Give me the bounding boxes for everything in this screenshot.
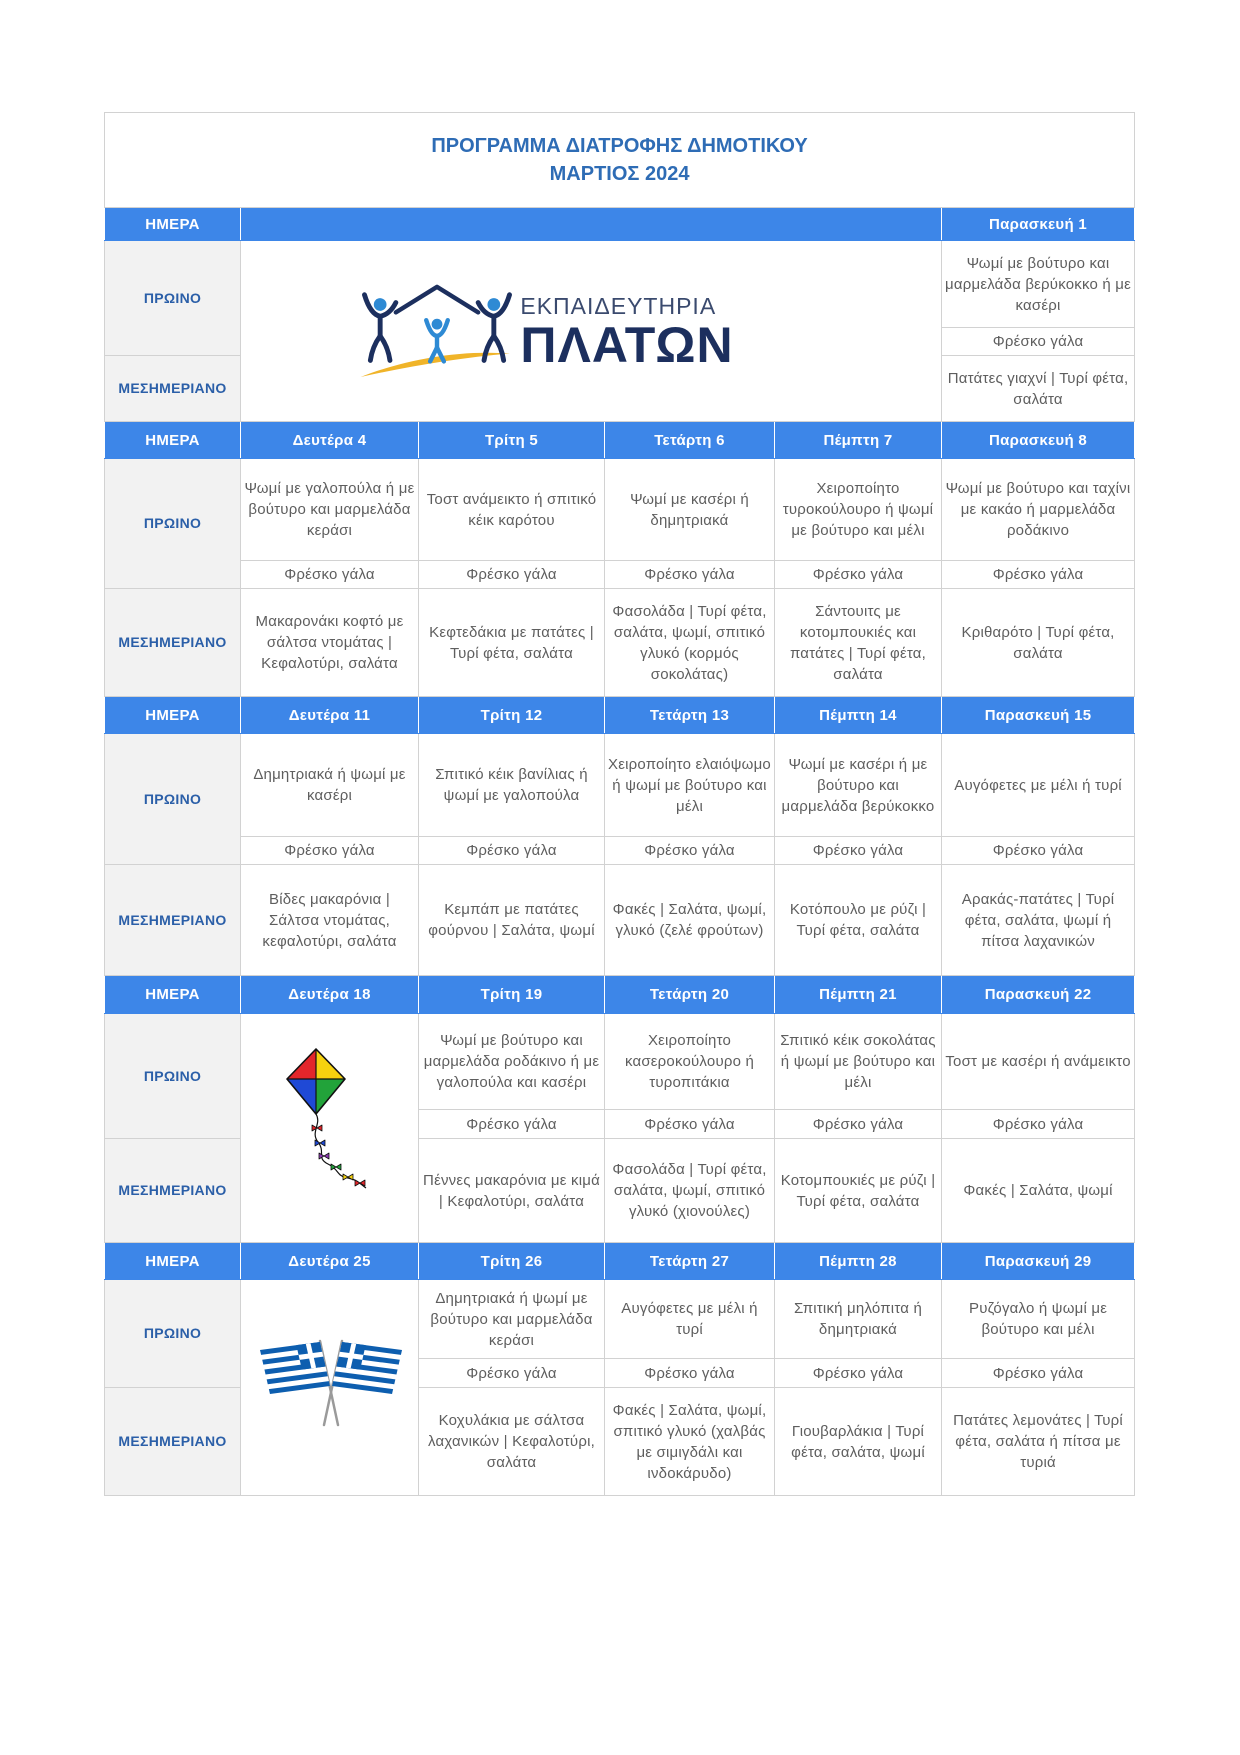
day-column-label: ΗΜΕΡΑ <box>105 976 241 1014</box>
day-header: Παρασκευή 8 <box>942 422 1135 459</box>
lunch-cell: Φακές | Σαλάτα, ψωμί, σπιτικό γλυκό (χαλβάς με σιμιγδάλι και ινδοκάρυδο) <box>605 1388 775 1496</box>
day-column-label: ΗΜΕΡΑ <box>105 697 241 734</box>
lunch-cell: Φακές | Σαλάτα, ψωμί <box>942 1139 1135 1243</box>
lunch-cell: Μακαρονάκι κοφτό με σάλτσα ντομάτας | Κεφαλοτύρι, σαλάτα <box>241 589 419 697</box>
day-header: Τετάρτη 20 <box>605 976 775 1014</box>
lunch-cell: Κοτόπουλο με ρύζι | Τυρί φέτα, σαλάτα <box>775 865 942 976</box>
lunch-cell: Αρακάς-πατάτες | Τυρί φέτα, σαλάτα, ψωμί ή πίτσα λαχανικών <box>942 865 1135 976</box>
drink-cell: Φρέσκο γάλα <box>942 561 1135 589</box>
lunch-cell: Φακές | Σαλάτα, ψωμί, γλυκό (ζελέ φρούτων) <box>605 865 775 976</box>
lunch-cell: Σάντουιτς με κοτομπουκιές και πατάτες | Τυρί φέτα, σαλάτα <box>775 589 942 697</box>
day-header: Δευτέρα 4 <box>241 422 419 459</box>
lunch-cell: Πατάτες γιαχνί | Τυρί φέτα, σαλάτα <box>942 356 1135 422</box>
logo-group <box>241 282 941 380</box>
breakfast-cell: Σπιτικό κέικ σοκολάτας ή ψωμί με βούτυρο και μέλι <box>775 1014 942 1110</box>
drink-cell: Φρέσκο γάλα <box>942 1359 1135 1388</box>
title-line-2: ΜΑΡΤΙΟΣ 2024 <box>549 163 690 185</box>
lunch-cell: Πατάτες λεμονάτες | Τυρί φέτα, σαλάτα ή πίτσα με τυριά <box>942 1388 1135 1496</box>
logo-figure-left <box>365 295 396 361</box>
logo-subtitle: ΕΚΠΑΙΔΕΥΤΗΡΙΑ <box>520 293 717 319</box>
day-column-label: ΗΜΕΡΑ <box>105 1243 241 1280</box>
day-header: Τρίτη 19 <box>419 976 605 1014</box>
day-header: Τετάρτη 6 <box>605 422 775 459</box>
drink-cell: Φρέσκο γάλα <box>775 1110 942 1139</box>
breakfast-cell: Χειροποίητο τυροκούλουρο ή ψωμί με βούτυρο και μέλι <box>775 459 942 561</box>
breakfast-cell: Σπιτικό κέικ βανίλιας ή ψωμί με γαλοπούλα <box>419 734 605 837</box>
breakfast-cell: Χειροποίητο κασεροκούλουρο ή τυροπιτάκια <box>605 1014 775 1110</box>
lunch-label: ΜΕΣΗΜΕΡΙΑΝΟ <box>105 356 241 422</box>
drink-cell: Φρέσκο γάλα <box>605 1359 775 1388</box>
day-column-label: ΗΜΕΡΑ <box>105 208 241 241</box>
drink-cell: Φρέσκο γάλα <box>241 561 419 589</box>
drink-cell: Φρέσκο γάλα <box>942 328 1135 356</box>
lunch-cell: Βίδες μακαρόνια | Σάλτσα ντομάτας, κεφαλοτύρι, σαλάτα <box>241 865 419 976</box>
drink-cell: Φρέσκο γάλα <box>419 837 605 865</box>
lunch-label: ΜΕΣΗΜΕΡΙΑΝΟ <box>105 1388 241 1496</box>
lunch-cell: Κοτομπουκιές με ρύζι | Τυρί φέτα, σαλάτα <box>775 1139 942 1243</box>
drink-cell: Φρέσκο γάλα <box>605 1110 775 1139</box>
logo-figure-right <box>479 295 510 361</box>
lunch-label: ΜΕΣΗΜΕΡΙΑΝΟ <box>105 865 241 976</box>
breakfast-cell: Ψωμί με βούτυρο και μαρμελάδα βερύκοκκο ή με κασέρι <box>942 241 1135 328</box>
drink-cell: Φρέσκο γάλα <box>241 837 419 865</box>
breakfast-cell: Ψωμί με βούτυρο και ταχίνι με κακάο ή μαρμελάδα ροδάκινο <box>942 459 1135 561</box>
drink-cell: Φρέσκο γάλα <box>942 837 1135 865</box>
drink-cell: Φρέσκο γάλα <box>775 837 942 865</box>
drink-cell: Φρέσκο γάλα <box>419 561 605 589</box>
school-house-logo-icon <box>358 282 516 380</box>
breakfast-label: ΠΡΩΙΝΟ <box>105 1014 241 1139</box>
flag-left <box>260 1342 330 1394</box>
logo-text <box>520 292 734 373</box>
kite-image <box>286 1048 378 1190</box>
breakfast-label: ΠΡΩΙΝΟ <box>105 1280 241 1388</box>
day-header: Παρασκευή 1 <box>942 208 1135 241</box>
lunch-cell: Κεφτεδάκια με πατάτες | Τυρί φέτα, σαλάτα <box>419 589 605 697</box>
flag-right <box>332 1342 402 1394</box>
kite-tail <box>315 1114 366 1188</box>
drink-cell: Φρέσκο γάλα <box>775 1359 942 1388</box>
lunch-cell: Κοχυλάκια με σάλτσα λαχανικών | Κεφαλοτύρι, σαλάτα <box>419 1388 605 1496</box>
breakfast-cell: Χειροποίητο ελαιόψωμο ή ψωμί με βούτυρο και μέλι <box>605 734 775 837</box>
day-header: Δευτέρα 25 <box>241 1243 419 1280</box>
meal-schedule-table <box>104 112 1135 1496</box>
day-header: Παρασκευή 22 <box>942 976 1135 1014</box>
day-header: Δευτέρα 18 <box>241 976 419 1014</box>
drink-cell: Φρέσκο γάλα <box>942 1110 1135 1139</box>
holiday-illustration-cell <box>241 1014 419 1243</box>
breakfast-cell: Δημητριακά ή ψωμί με κασέρι <box>241 734 419 837</box>
lunch-cell: Κεμπάπ με πατάτες φούρνου | Σαλάτα, ψωμί <box>419 865 605 976</box>
breakfast-cell: Ψωμί με γαλοπούλα ή με βούτυρο και μαρμελάδα κεράσι <box>241 459 419 561</box>
lunch-cell: Φασολάδα | Τυρί φέτα, σαλάτα, ψωμί, σπιτικό γλυκό (χιονούλες) <box>605 1139 775 1243</box>
day-header: Τρίτη 26 <box>419 1243 605 1280</box>
breakfast-cell: Ρυζόγαλο ή ψωμί με βούτυρο και μέλι <box>942 1280 1135 1359</box>
day-header: Τετάρτη 27 <box>605 1243 775 1280</box>
lunch-label: ΜΕΣΗΜΕΡΙΑΝΟ <box>105 589 241 697</box>
breakfast-cell: Ψωμί με κασέρι ή δημητριακά <box>605 459 775 561</box>
drink-cell: Φρέσκο γάλα <box>775 561 942 589</box>
breakfast-cell: Ψωμί με βούτυρο και μαρμελάδα ροδάκινο ή με γαλοπούλα και κασέρι <box>419 1014 605 1110</box>
day-header: Πέμπτη 14 <box>775 697 942 734</box>
day-header: Παρασκευή 15 <box>942 697 1135 734</box>
kite-tail-bows <box>312 1125 365 1186</box>
day-header: Τρίτη 12 <box>419 697 605 734</box>
lunch-label: ΜΕΣΗΜΕΡΙΑΝΟ <box>105 1139 241 1243</box>
logo-name: ΠΛΑΤΩΝ <box>520 317 734 373</box>
day-header: Πέμπτη 28 <box>775 1243 942 1280</box>
drink-cell: Φρέσκο γάλα <box>419 1110 605 1139</box>
breakfast-label: ΠΡΩΙΝΟ <box>105 734 241 865</box>
breakfast-cell: Αυγόφετες με μέλι ή τυρί <box>942 734 1135 837</box>
day-column-label: ΗΜΕΡΑ <box>105 422 241 459</box>
greek-flags-image <box>256 1336 406 1428</box>
breakfast-cell: Τοστ ανάμεικτο ή σπιτικό κέικ καρότου <box>419 459 605 561</box>
lunch-cell: Γιουβαρλάκια | Τυρί φέτα, σαλάτα, ψωμί <box>775 1388 942 1496</box>
lunch-cell: Πέννες μακαρόνια με κιμά | Κεφαλοτύρι, σαλάτα <box>419 1139 605 1243</box>
day-header: Πέμπτη 21 <box>775 976 942 1014</box>
breakfast-label: ΠΡΩΙΝΟ <box>105 241 241 356</box>
day-header: Δευτέρα 11 <box>241 697 419 734</box>
breakfast-cell: Δημητριακά ή ψωμί με βούτυρο και μαρμελάδα κεράσι <box>419 1280 605 1359</box>
breakfast-label: ΠΡΩΙΝΟ <box>105 459 241 589</box>
breakfast-cell: Ψωμί με κασέρι ή με βούτυρο και μαρμελάδα βερύκοκκο <box>775 734 942 837</box>
day-header: Τρίτη 5 <box>419 422 605 459</box>
breakfast-cell: Αυγόφετες με μέλι ή τυρί <box>605 1280 775 1359</box>
holiday-illustration-cell <box>241 1280 419 1496</box>
day-header-empty <box>241 208 942 241</box>
drink-cell: Φρέσκο γάλα <box>605 837 775 865</box>
breakfast-cell: Τοστ με κασέρι ή ανάμεικτο <box>942 1014 1135 1110</box>
drink-cell: Φρέσκο γάλα <box>419 1359 605 1388</box>
page-title <box>105 113 1135 208</box>
drink-cell: Φρέσκο γάλα <box>605 561 775 589</box>
title-line-1: ΠΡΟΓΡΑΜΜΑ ΔΙΑΤΡΟΦΗΣ ΔΗΜΟΤΙΚΟΥ <box>431 135 808 157</box>
breakfast-cell: Σπιτική μηλόπιτα ή δημητριακά <box>775 1280 942 1359</box>
logo-roof <box>396 287 478 312</box>
kite-sail <box>287 1049 345 1114</box>
day-header: Παρασκευή 29 <box>942 1243 1135 1280</box>
lunch-cell: Κριθαρότο | Τυρί φέτα, σαλάτα <box>942 589 1135 697</box>
lunch-cell: Φασολάδα | Τυρί φέτα, σαλάτα, ψωμί, σπιτικό γλυκό (κορμός σοκολάτας) <box>605 589 775 697</box>
logo-figure-middle <box>427 319 449 362</box>
day-header: Πέμπτη 7 <box>775 422 942 459</box>
day-header: Τετάρτη 13 <box>605 697 775 734</box>
school-logo <box>241 241 942 422</box>
